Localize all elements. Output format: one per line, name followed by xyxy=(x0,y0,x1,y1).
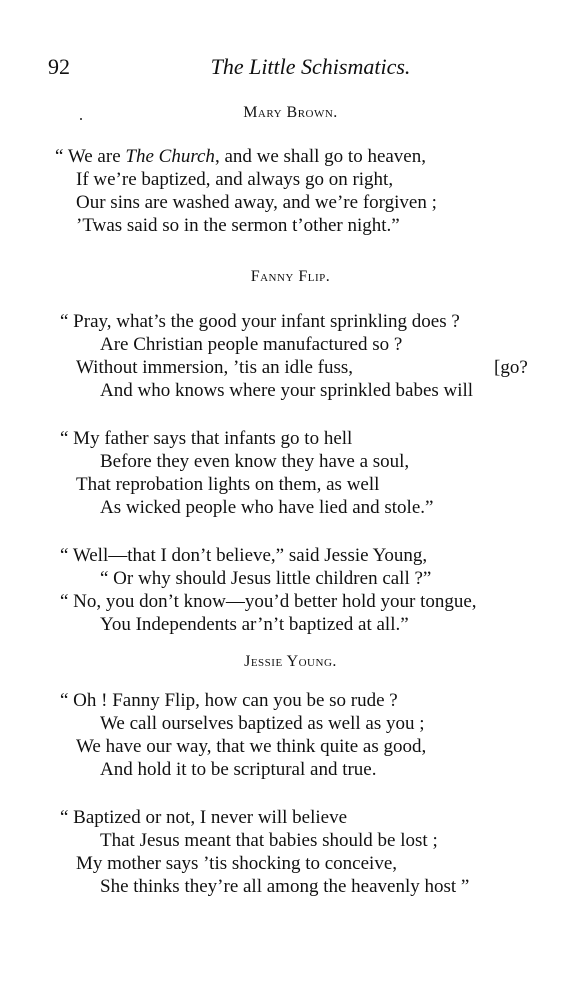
verse-line: If we’re baptized, and always go on right, xyxy=(76,169,394,190)
verse-line: “ My father says that infants go to hell xyxy=(60,428,353,449)
verse-line: You Independents ar’n’t baptized at all.” xyxy=(100,614,409,635)
verse-line: She thinks they’re all among the heavenly host ” xyxy=(100,876,470,897)
verse-line: My mother says ’tis shocking to conceive, xyxy=(76,853,398,874)
verse-line: And hold it to be scriptural and true. xyxy=(100,759,377,780)
verse-text: “ We are The Church, and we shall go to heaven, xyxy=(55,146,426,167)
verse-line: “ Or why should Jesus little children call ?” xyxy=(100,568,432,589)
verse-line: ’Twas said so in the sermon t’other night.” xyxy=(76,215,400,236)
verse-line: And who knows where your sprinkled babes will xyxy=(100,380,474,401)
verse-line: “ No, you don’t know—you’d better hold your tongue, xyxy=(60,591,477,612)
verse-line: We call ourselves baptized as well as you ; xyxy=(100,713,425,734)
verse-line: Are Christian people manufactured so ? xyxy=(100,334,403,355)
verse-line: Before they even know they have a soul, xyxy=(100,451,410,472)
verse-line: We have our way, that we think quite as good, xyxy=(76,736,427,757)
verse-line: “ Baptized or not, I never will believe xyxy=(60,807,348,828)
verse-line: “ Pray, what’s the good your infant sprinkling does ? xyxy=(60,311,460,332)
speaker-heading-mary: Mary Brown. xyxy=(243,104,338,121)
verse-line: “ Oh ! Fanny Flip, how can you be so rude ? xyxy=(60,690,398,711)
running-title: The Little Schismatics. xyxy=(210,54,411,79)
verse-line: “ Well—that I don’t believe,” said Jessie Young, xyxy=(60,545,428,566)
speaker-heading-jessie: Jessie Young. xyxy=(244,653,337,670)
speaker-heading-fanny: Fanny Flip. xyxy=(250,268,331,285)
page-number: 92 xyxy=(48,54,70,79)
verse-line: As wicked people who have lied and stole.” xyxy=(100,497,434,518)
verse-line: That reprobation lights on them, as well xyxy=(76,474,380,495)
emphasis-text: The Church xyxy=(125,146,215,167)
verse-line: Our sins are washed away, and we’re forgiven ; xyxy=(76,192,437,213)
overflow-word: [go? xyxy=(494,357,528,378)
verse-line xyxy=(55,146,426,168)
verse-line: Without immersion, ’tis an idle fuss, xyxy=(76,357,354,378)
verse-line: That Jesus meant that babies should be lost ; xyxy=(100,830,438,851)
